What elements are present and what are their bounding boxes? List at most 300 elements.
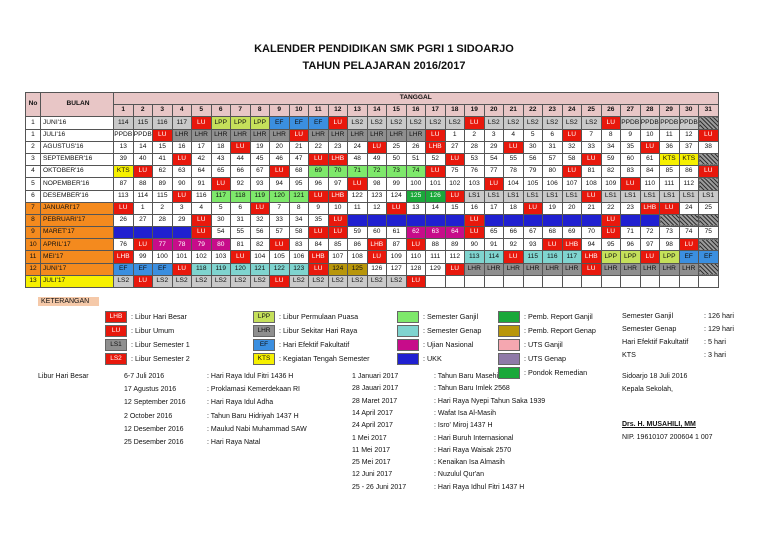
day-cell: PPDB [133, 129, 153, 141]
day-number-header: 6 [211, 105, 231, 117]
day-cell: 55 [231, 227, 251, 239]
day-cell: 88 [426, 239, 446, 251]
day-cell: 103 [211, 251, 231, 263]
day-number-header: 7 [231, 105, 251, 117]
day-cell: 9 [621, 129, 641, 141]
day-cell: 120 [270, 190, 290, 202]
day-cell: 83 [289, 239, 309, 251]
day-cell: 2 [153, 202, 173, 214]
legend-swatch: LPP [253, 311, 275, 323]
day-cell: LU [504, 141, 524, 153]
day-cell: 127 [387, 263, 407, 275]
day-cell: LU [406, 275, 426, 287]
day-cell: LS2 [562, 117, 582, 129]
day-cell [640, 275, 660, 287]
day-cell: LHR [640, 263, 660, 275]
month-row [26, 263, 719, 275]
day-cell: 115 [523, 251, 543, 263]
day-cell: 2 [465, 129, 485, 141]
day-cell: 15 [153, 141, 173, 153]
day-cell: EF [309, 117, 329, 129]
day-cell: 5 [211, 202, 231, 214]
row-number: 4 [26, 166, 41, 178]
day-cell: 62 [406, 227, 426, 239]
day-cell: 118 [231, 190, 251, 202]
legend-text: : Libur Semester 2 [131, 354, 190, 363]
row-number: 3 [26, 153, 41, 165]
day-cell: 91 [484, 239, 504, 251]
day-cell [387, 214, 407, 226]
day-cell: LS1 [504, 190, 524, 202]
day-cell: 46 [270, 153, 290, 165]
event-date: 12 Desember 2016 [124, 425, 184, 433]
day-cell [426, 275, 446, 287]
day-cell: KTS [114, 166, 134, 178]
day-cell: LS1 [484, 190, 504, 202]
day-cell: 85 [328, 239, 348, 251]
day-cell: 62 [153, 166, 173, 178]
day-cell: 12 [679, 129, 699, 141]
day-cell: LHR [601, 263, 621, 275]
day-cell: 74 [406, 166, 426, 178]
day-cell: 78 [172, 239, 192, 251]
day-number-header: 15 [387, 105, 407, 117]
day-cell: 72 [367, 166, 387, 178]
day-number-header: 2 [133, 105, 153, 117]
day-cell: LHR [172, 129, 192, 141]
row-number: 9 [26, 227, 41, 239]
day-cell: 1 [445, 129, 465, 141]
day-cell: 64 [192, 166, 212, 178]
day-cell: 82 [601, 166, 621, 178]
day-cell: 78 [504, 166, 524, 178]
day-cell: 38 [699, 141, 719, 153]
day-cell: LS2 [523, 117, 543, 129]
day-cell [582, 214, 602, 226]
day-cell: 32 [562, 141, 582, 153]
day-cell: 79 [523, 166, 543, 178]
summary-value: : 5 hari [704, 337, 726, 346]
day-cell: 59 [601, 153, 621, 165]
day-cell: LU [465, 214, 485, 226]
day-cell: LS1 [621, 190, 641, 202]
day-cell: 109 [387, 251, 407, 263]
day-cell: LHB [328, 153, 348, 165]
day-cell: 126 [426, 190, 446, 202]
signature-name: Drs. H. MUSAHILI, MM [622, 421, 696, 428]
day-cell: 40 [133, 153, 153, 165]
day-cell [543, 214, 563, 226]
day-cell: LU [679, 239, 699, 251]
day-cell: 76 [465, 166, 485, 178]
day-cell: LHB [367, 239, 387, 251]
day-cell [699, 263, 719, 275]
legend-text: : Semester Genap [423, 326, 482, 335]
event-desc: : Nuzulul Qur'an [434, 471, 484, 479]
day-cell: 117 [211, 190, 231, 202]
day-cell: 10 [640, 129, 660, 141]
day-cell [172, 227, 192, 239]
event-date: 25 Mei 2017 [352, 459, 391, 467]
event-date: 1 Januari 2017 [352, 373, 399, 380]
day-cell: 111 [426, 251, 446, 263]
legend-swatch [397, 311, 419, 323]
day-cell: LS2 [426, 117, 446, 129]
day-cell: LHR [250, 129, 270, 141]
day-cell: 114 [133, 190, 153, 202]
month-row [26, 117, 719, 129]
legend-swatch [397, 353, 419, 365]
month-name: APRIL'17 [41, 239, 114, 251]
day-cell: 96 [309, 178, 329, 190]
day-cell: 57 [543, 153, 563, 165]
day-cell: 64 [445, 227, 465, 239]
day-cell: 126 [367, 263, 387, 275]
day-cell: 128 [406, 263, 426, 275]
legend-swatch [498, 339, 520, 351]
day-cell: 45 [250, 153, 270, 165]
day-cell: 95 [601, 239, 621, 251]
day-cell: 91 [192, 178, 212, 190]
day-cell: 65 [484, 227, 504, 239]
day-cell: 7 [582, 129, 602, 141]
day-number-header: 13 [348, 105, 368, 117]
day-number-header: 8 [250, 105, 270, 117]
libur-label: Libur Hari Besar [38, 373, 89, 380]
day-cell: 129 [426, 263, 446, 275]
day-cell: LHR [679, 263, 699, 275]
day-cell: KTS [679, 153, 699, 165]
day-number-header: 10 [289, 105, 309, 117]
month-name: SEPTEMBER'16 [41, 153, 114, 165]
day-cell: 5 [523, 129, 543, 141]
day-cell: 90 [172, 178, 192, 190]
day-cell: LHR [348, 129, 368, 141]
day-cell: LU [367, 251, 387, 263]
day-cell: LS2 [328, 275, 348, 287]
day-cell [523, 214, 543, 226]
event-desc: : Hari Raya Idhul Fitri 1437 H [434, 483, 525, 491]
day-cell: LU [309, 263, 329, 275]
day-cell: 104 [250, 251, 270, 263]
day-cell: LS1 [465, 190, 485, 202]
day-cell: LHR [328, 129, 348, 141]
day-cell: LU [387, 202, 407, 214]
day-cell: PPDB [114, 129, 134, 141]
day-cell: 52 [426, 153, 446, 165]
day-cell: LU [699, 129, 719, 141]
day-cell: KTS [660, 153, 680, 165]
day-cell: LHB [114, 251, 134, 263]
event-date: 25 Desember 2016 [124, 439, 184, 446]
day-cell: LHR [543, 263, 563, 275]
day-cell: LU [562, 129, 582, 141]
day-cell: 112 [445, 251, 465, 263]
day-cell: 49 [367, 153, 387, 165]
day-cell: LHR [660, 263, 680, 275]
day-number-header: 17 [426, 105, 446, 117]
day-cell: 106 [289, 251, 309, 263]
day-cell: 106 [543, 178, 563, 190]
day-cell [640, 214, 660, 226]
day-cell: 30 [523, 141, 543, 153]
legend-swatch: LS1 [105, 339, 127, 351]
day-number-header: 21 [504, 105, 524, 117]
day-cell [484, 275, 504, 287]
day-cell: 15 [445, 202, 465, 214]
day-cell: LU [172, 190, 192, 202]
day-cell: 109 [601, 178, 621, 190]
day-cell: 87 [387, 239, 407, 251]
signature-nip: NIP. 19610107 200604 1 007 [622, 434, 713, 441]
day-cell: 60 [367, 227, 387, 239]
day-cell: 95 [289, 178, 309, 190]
day-cell: 81 [582, 166, 602, 178]
month-name: OKTOBER'16 [41, 166, 114, 178]
legend-text: : Kegiatan Tengah Semester [279, 354, 370, 363]
event-date: 11 Mei 2017 [352, 446, 391, 454]
day-cell: LS2 [387, 117, 407, 129]
day-cell: LU [699, 166, 719, 178]
day-cell: EF [699, 251, 719, 263]
day-cell: 80 [211, 239, 231, 251]
day-cell: 86 [679, 166, 699, 178]
day-number-header: 29 [660, 105, 680, 117]
day-cell: 72 [640, 227, 660, 239]
day-cell: 89 [445, 239, 465, 251]
day-number-header: 4 [172, 105, 192, 117]
day-cell [367, 214, 387, 226]
day-cell: LS2 [504, 117, 524, 129]
legend-text: : Libur Semester 1 [131, 340, 190, 349]
day-number-header: 22 [523, 105, 543, 117]
day-cell: LS2 [114, 275, 134, 287]
day-cell: LU [348, 178, 368, 190]
day-cell: LS2 [348, 117, 368, 129]
day-cell: 102 [445, 178, 465, 190]
day-cell: LHR [406, 129, 426, 141]
day-cell: LU [426, 166, 446, 178]
day-cell: 42 [192, 153, 212, 165]
day-cell: 102 [192, 251, 212, 263]
day-cell: 119 [211, 263, 231, 275]
legend-text: : Pondok Remedian [524, 368, 588, 377]
page-title: KALENDER PENDIDIKAN SMK PGRI 1 SIDOARJO [254, 43, 514, 55]
day-cell: 19 [543, 202, 563, 214]
day-number-header: 18 [445, 105, 465, 117]
day-cell: LS1 [543, 190, 563, 202]
day-cell: 87 [114, 178, 134, 190]
day-cell: 34 [601, 141, 621, 153]
day-cell: 82 [250, 239, 270, 251]
row-number: 1 [26, 129, 41, 141]
row-number: 12 [26, 263, 41, 275]
day-cell: LHR [367, 129, 387, 141]
day-number-header: 9 [270, 105, 290, 117]
legend-swatch [498, 367, 520, 379]
event-desc: : Hari Raya Idul Fitri 1436 H [207, 373, 294, 380]
day-cell: 13 [114, 141, 134, 153]
row-number: 1 [26, 117, 41, 129]
day-cell: 77 [153, 239, 173, 251]
day-cell: 92 [231, 178, 251, 190]
day-cell: 63 [172, 166, 192, 178]
day-cell: LS2 [445, 117, 465, 129]
legend-swatch: LU [105, 325, 127, 337]
day-cell: 63 [426, 227, 446, 239]
day-cell [699, 275, 719, 287]
day-cell: 23 [328, 141, 348, 153]
day-cell: LS1 [601, 190, 621, 202]
day-cell: 123 [367, 190, 387, 202]
day-cell: EF [270, 117, 290, 129]
day-cell: 101 [172, 251, 192, 263]
day-cell [699, 214, 719, 226]
day-cell: LHR [504, 263, 524, 275]
day-cell: 30 [211, 214, 231, 226]
day-cell: 122 [348, 190, 368, 202]
day-cell: 118 [192, 263, 212, 275]
day-cell: LU [172, 263, 192, 275]
day-cell: 121 [250, 263, 270, 275]
legend-text: : Hari Efektif Fakultatif [279, 340, 350, 349]
day-cell: 84 [309, 239, 329, 251]
event-desc: : Hari Raya Nyepi Tahun Saka 1939 [434, 397, 546, 405]
month-name: NOPEMBER'16 [41, 178, 114, 190]
day-cell: 114 [484, 251, 504, 263]
legend-text: : Pemb. Report Ganjil [524, 312, 593, 321]
day-cell: LU [582, 153, 602, 165]
legend-swatch [397, 325, 419, 337]
day-cell: LU [582, 190, 602, 202]
day-cell: 124 [387, 190, 407, 202]
day-cell: 116 [153, 117, 173, 129]
day-cell: PPDB [660, 117, 680, 129]
day-cell: 17 [192, 141, 212, 153]
month-row [26, 166, 719, 178]
day-cell: LU [367, 141, 387, 153]
day-cell [621, 214, 641, 226]
header-bulan: BULAN [41, 93, 114, 117]
day-cell: 108 [582, 178, 602, 190]
day-cell: LHR [523, 263, 543, 275]
day-cell: 4 [504, 129, 524, 141]
day-cell: 75 [699, 227, 719, 239]
day-cell: 113 [114, 190, 134, 202]
day-cell: 29 [172, 214, 192, 226]
day-cell: LU [601, 227, 621, 239]
event-date: 28 Jauari 2017 [352, 385, 399, 393]
day-cell: 22 [601, 202, 621, 214]
day-cell: 14 [133, 141, 153, 153]
legend-text: : Libur Hari Besar [131, 312, 187, 321]
row-number: 13 [26, 275, 41, 287]
day-cell: 54 [211, 227, 231, 239]
row-number: 8 [26, 214, 41, 226]
day-cell: 25 [387, 141, 407, 153]
month-row [26, 202, 719, 214]
day-number-header: 12 [328, 105, 348, 117]
legend-text: : Libur Permulaan Puasa [279, 312, 359, 321]
day-cell: 29 [484, 141, 504, 153]
summary-value: : 126 hari [704, 311, 734, 320]
legend-text: : Libur Umum [131, 326, 175, 335]
day-cell: 10 [328, 202, 348, 214]
day-cell: 32 [250, 214, 270, 226]
day-cell [601, 275, 621, 287]
day-cell: LU [153, 129, 173, 141]
day-cell: 11 [348, 202, 368, 214]
day-cell: 58 [562, 153, 582, 165]
event-desc: : Tahun Baru Hidriyah 1437 H [207, 412, 299, 420]
day-cell: LU [328, 117, 348, 129]
day-cell: LU [231, 251, 251, 263]
day-cell: 50 [387, 153, 407, 165]
day-number-header: 14 [367, 105, 387, 117]
header-tanggal: TANGGAL [114, 93, 719, 105]
day-number-header: 27 [621, 105, 641, 117]
day-cell: 66 [231, 166, 251, 178]
day-cell: 94 [270, 178, 290, 190]
event-desc: : Kenaikan Isa Almasih [434, 459, 505, 467]
month-name: PEBRUARI'17 [41, 214, 114, 226]
day-number-header: 25 [582, 105, 602, 117]
day-cell: LU [309, 153, 329, 165]
day-cell: 70 [328, 166, 348, 178]
day-cell: 108 [348, 251, 368, 263]
day-cell: LHR [484, 263, 504, 275]
summary-value: : 129 hari [704, 324, 734, 333]
day-cell: 99 [133, 251, 153, 263]
month-row [26, 153, 719, 165]
day-cell: 107 [562, 178, 582, 190]
event-desc: : Proklamasi Kemerdekaan RI [207, 386, 300, 394]
month-row [26, 227, 719, 239]
day-cell: 121 [289, 190, 309, 202]
legend-text: : UKK [423, 354, 442, 363]
day-cell [562, 275, 582, 287]
day-cell: LS2 [250, 275, 270, 287]
day-cell: 3 [484, 129, 504, 141]
event-date: 12 September 2016 [124, 399, 186, 407]
day-cell: 86 [348, 239, 368, 251]
day-cell: 20 [562, 202, 582, 214]
day-cell: 68 [543, 227, 563, 239]
day-cell: LS1 [699, 190, 719, 202]
day-cell: LU [133, 275, 153, 287]
month-name: MARET'17 [41, 227, 114, 239]
day-cell: 41 [153, 153, 173, 165]
day-cell: 113 [465, 251, 485, 263]
day-cell: LU [250, 202, 270, 214]
day-cell: LPP [601, 251, 621, 263]
event-date: 2 October 2016 [124, 412, 173, 420]
day-cell: 116 [192, 190, 212, 202]
day-cell: 68 [289, 166, 309, 178]
day-cell: 6 [231, 202, 251, 214]
day-cell [153, 227, 173, 239]
month-row [26, 251, 719, 263]
day-cell: EF [133, 263, 153, 275]
day-number-header: 26 [601, 105, 621, 117]
legend-swatch [498, 353, 520, 365]
day-cell: LS1 [523, 190, 543, 202]
legend-text: : UTS Genap [524, 354, 566, 363]
day-cell: 92 [504, 239, 524, 251]
day-cell [660, 214, 680, 226]
day-cell: 125 [406, 190, 426, 202]
day-cell: LHR [211, 129, 231, 141]
